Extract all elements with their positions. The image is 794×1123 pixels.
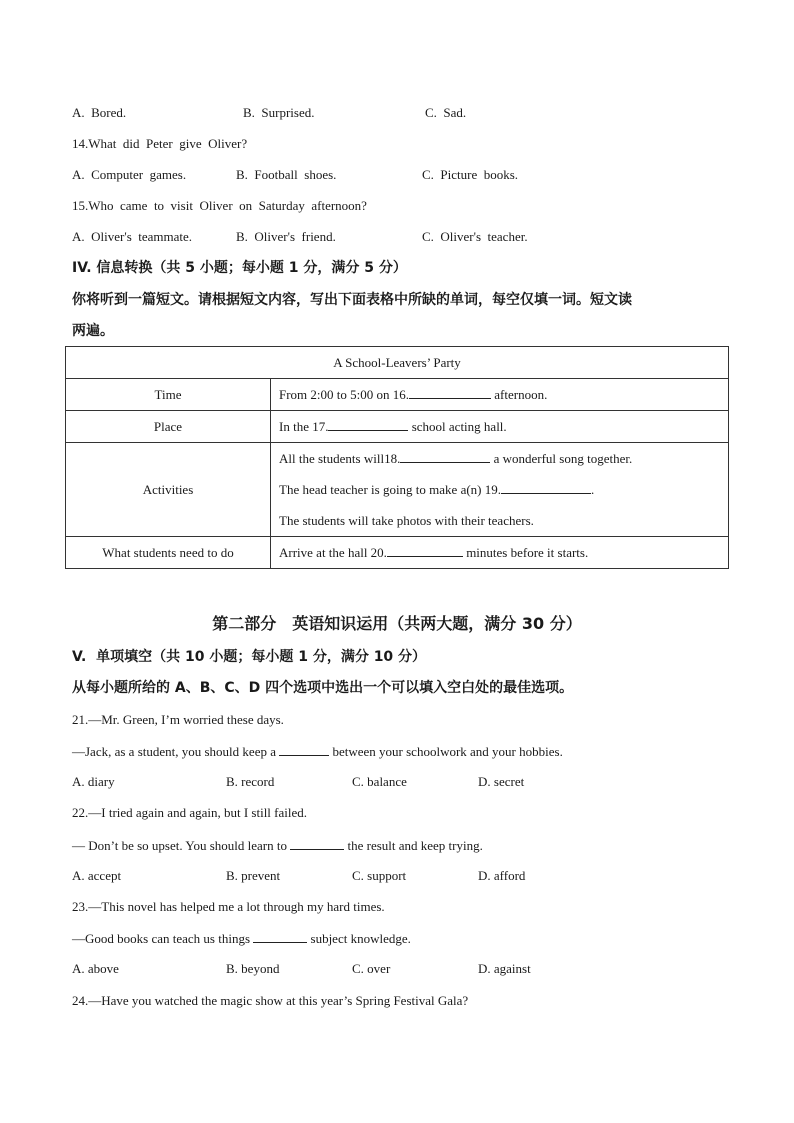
q23-line2-pre: —Good books can teach us things — [72, 931, 254, 946]
table-title-row — [66, 347, 729, 379]
row-label-time: Time — [66, 379, 271, 411]
q15-question: 15.Who came to visit Oliver on Saturday afternoon? — [72, 198, 367, 213]
table-row — [66, 537, 729, 569]
q15-option-b[interactable]: B. Oliver's friend. — [236, 229, 336, 244]
q21-line2 — [72, 743, 563, 760]
q21-option-b[interactable]: B. record — [226, 774, 275, 789]
row-content-time — [271, 379, 729, 411]
q22-line2 — [72, 837, 483, 854]
q21-option-c[interactable]: C. balance — [352, 774, 407, 789]
q21-option-a[interactable]: A. diary — [72, 774, 115, 789]
q14-option-c[interactable]: C. Picture books. — [422, 167, 519, 182]
row-label-need-to-do: What students need to do — [66, 537, 271, 569]
q23-option-a[interactable]: A. above — [72, 961, 119, 976]
section5-heading: V. 单项填空（共 10 小题；每小题 1 分，满分 10 分） — [72, 649, 427, 665]
table-row — [66, 379, 729, 411]
activity-line-2 — [279, 474, 720, 505]
table-title: A School-Leavers’ Party — [66, 347, 729, 379]
answer-blank-16[interactable] — [409, 386, 491, 399]
q21-line2-pre: —Jack, as a student, you should keep a — [72, 744, 280, 759]
answer-blank-19[interactable] — [501, 481, 591, 494]
q15-option-c[interactable]: C. Oliver's teacher. — [422, 229, 528, 244]
q22-line2-post: the result and keep trying. — [344, 838, 483, 853]
q22-option-c[interactable]: C. support — [352, 868, 407, 883]
part2-title: 第二部分 英语知识运用（共两大题，满分 30 分） — [212, 614, 582, 633]
q22-option-d[interactable]: D. afford — [478, 868, 526, 883]
q23-option-d[interactable]: D. against — [478, 961, 531, 976]
activity-line-1 — [279, 443, 720, 474]
q22-line1: 22.—I tried again and again, but I still failed. — [72, 805, 308, 820]
row-label-place: Place — [66, 411, 271, 443]
q14-option-a[interactable]: A. Computer games. — [72, 167, 187, 182]
place-text-pre: In the 17. — [279, 419, 329, 434]
q21-line1: 21.—Mr. Green, I’m worried these days. — [72, 712, 284, 727]
q21-option-d[interactable]: D. secret — [478, 774, 525, 789]
info-table — [65, 346, 729, 569]
q23-option-b[interactable]: B. beyond — [226, 961, 280, 976]
row-content-need-to-do — [271, 537, 729, 569]
section4-instruction-line1: 你将听到一篇短文。请根据短文内容，写出下面表格中所缺的单词，每空仅填一词。短文读 — [72, 292, 632, 308]
q22-option-a[interactable]: A. accept — [72, 868, 122, 883]
q23-line2-post: subject knowledge. — [307, 931, 411, 946]
q14-question: 14.What did Peter give Oliver? — [72, 136, 248, 151]
answer-blank-18[interactable] — [400, 450, 490, 463]
q13-option-a[interactable]: A. Bored. — [72, 105, 127, 120]
answer-blank-20[interactable] — [387, 544, 463, 557]
q15-option-a[interactable]: A. Oliver's teammate. — [72, 229, 193, 244]
activity-2-post: . — [591, 482, 595, 497]
answer-blank-21[interactable] — [279, 743, 329, 756]
q23-line1: 23.—This novel has helped me a lot through my hard times. — [72, 899, 385, 914]
q13-option-c[interactable]: C. Sad. — [425, 105, 467, 120]
q24-line1: 24.—Have you watched the magic show at this year’s Spring Festival Gala? — [72, 993, 469, 1008]
answer-blank-23[interactable] — [253, 930, 307, 943]
answer-blank-17[interactable] — [328, 418, 408, 431]
q22-option-b[interactable]: B. prevent — [226, 868, 281, 883]
q22-line2-pre: — Don’t be so upset. You should learn to — [72, 838, 291, 853]
activity-line-3: The students will take photos with their teachers. — [279, 513, 534, 528]
q13-option-b[interactable]: B. Surprised. — [243, 105, 315, 120]
row-content-place — [271, 411, 729, 443]
answer-blank-22[interactable] — [290, 837, 344, 850]
q21-line2-post: between your schoolwork and your hobbies. — [329, 744, 563, 759]
section5-instruction: 从每小题所给的 A、B、C、D 四个选项中选出一个可以填入空白处的最佳选项。 — [72, 680, 574, 696]
need-text-pre: Arrive at the hall 20. — [279, 545, 387, 560]
section4-heading: IV. 信息转换（共 5 小题；每小题 1 分，满分 5 分） — [72, 260, 407, 276]
need-text-post: minutes before it starts. — [462, 545, 589, 560]
section4-instruction-line2: 两遍。 — [72, 323, 114, 339]
table-row — [66, 443, 729, 537]
activity-1-pre: All the students will18. — [279, 451, 401, 466]
place-text-post: school acting hall. — [408, 419, 507, 434]
table-row — [66, 411, 729, 443]
time-text-post: afternoon. — [491, 387, 548, 402]
q14-option-b[interactable]: B. Football shoes. — [236, 167, 337, 182]
q23-line2 — [72, 930, 411, 947]
row-label-activities: Activities — [66, 443, 271, 537]
time-text-pre: From 2:00 to 5:00 on 16. — [279, 387, 410, 402]
q23-option-c[interactable]: C. over — [352, 961, 391, 976]
activity-1-post: a wonderful song together. — [490, 451, 633, 466]
activity-2-pre: The head teacher is going to make a(n) 19. — [279, 482, 501, 497]
row-content-activities — [271, 443, 729, 537]
